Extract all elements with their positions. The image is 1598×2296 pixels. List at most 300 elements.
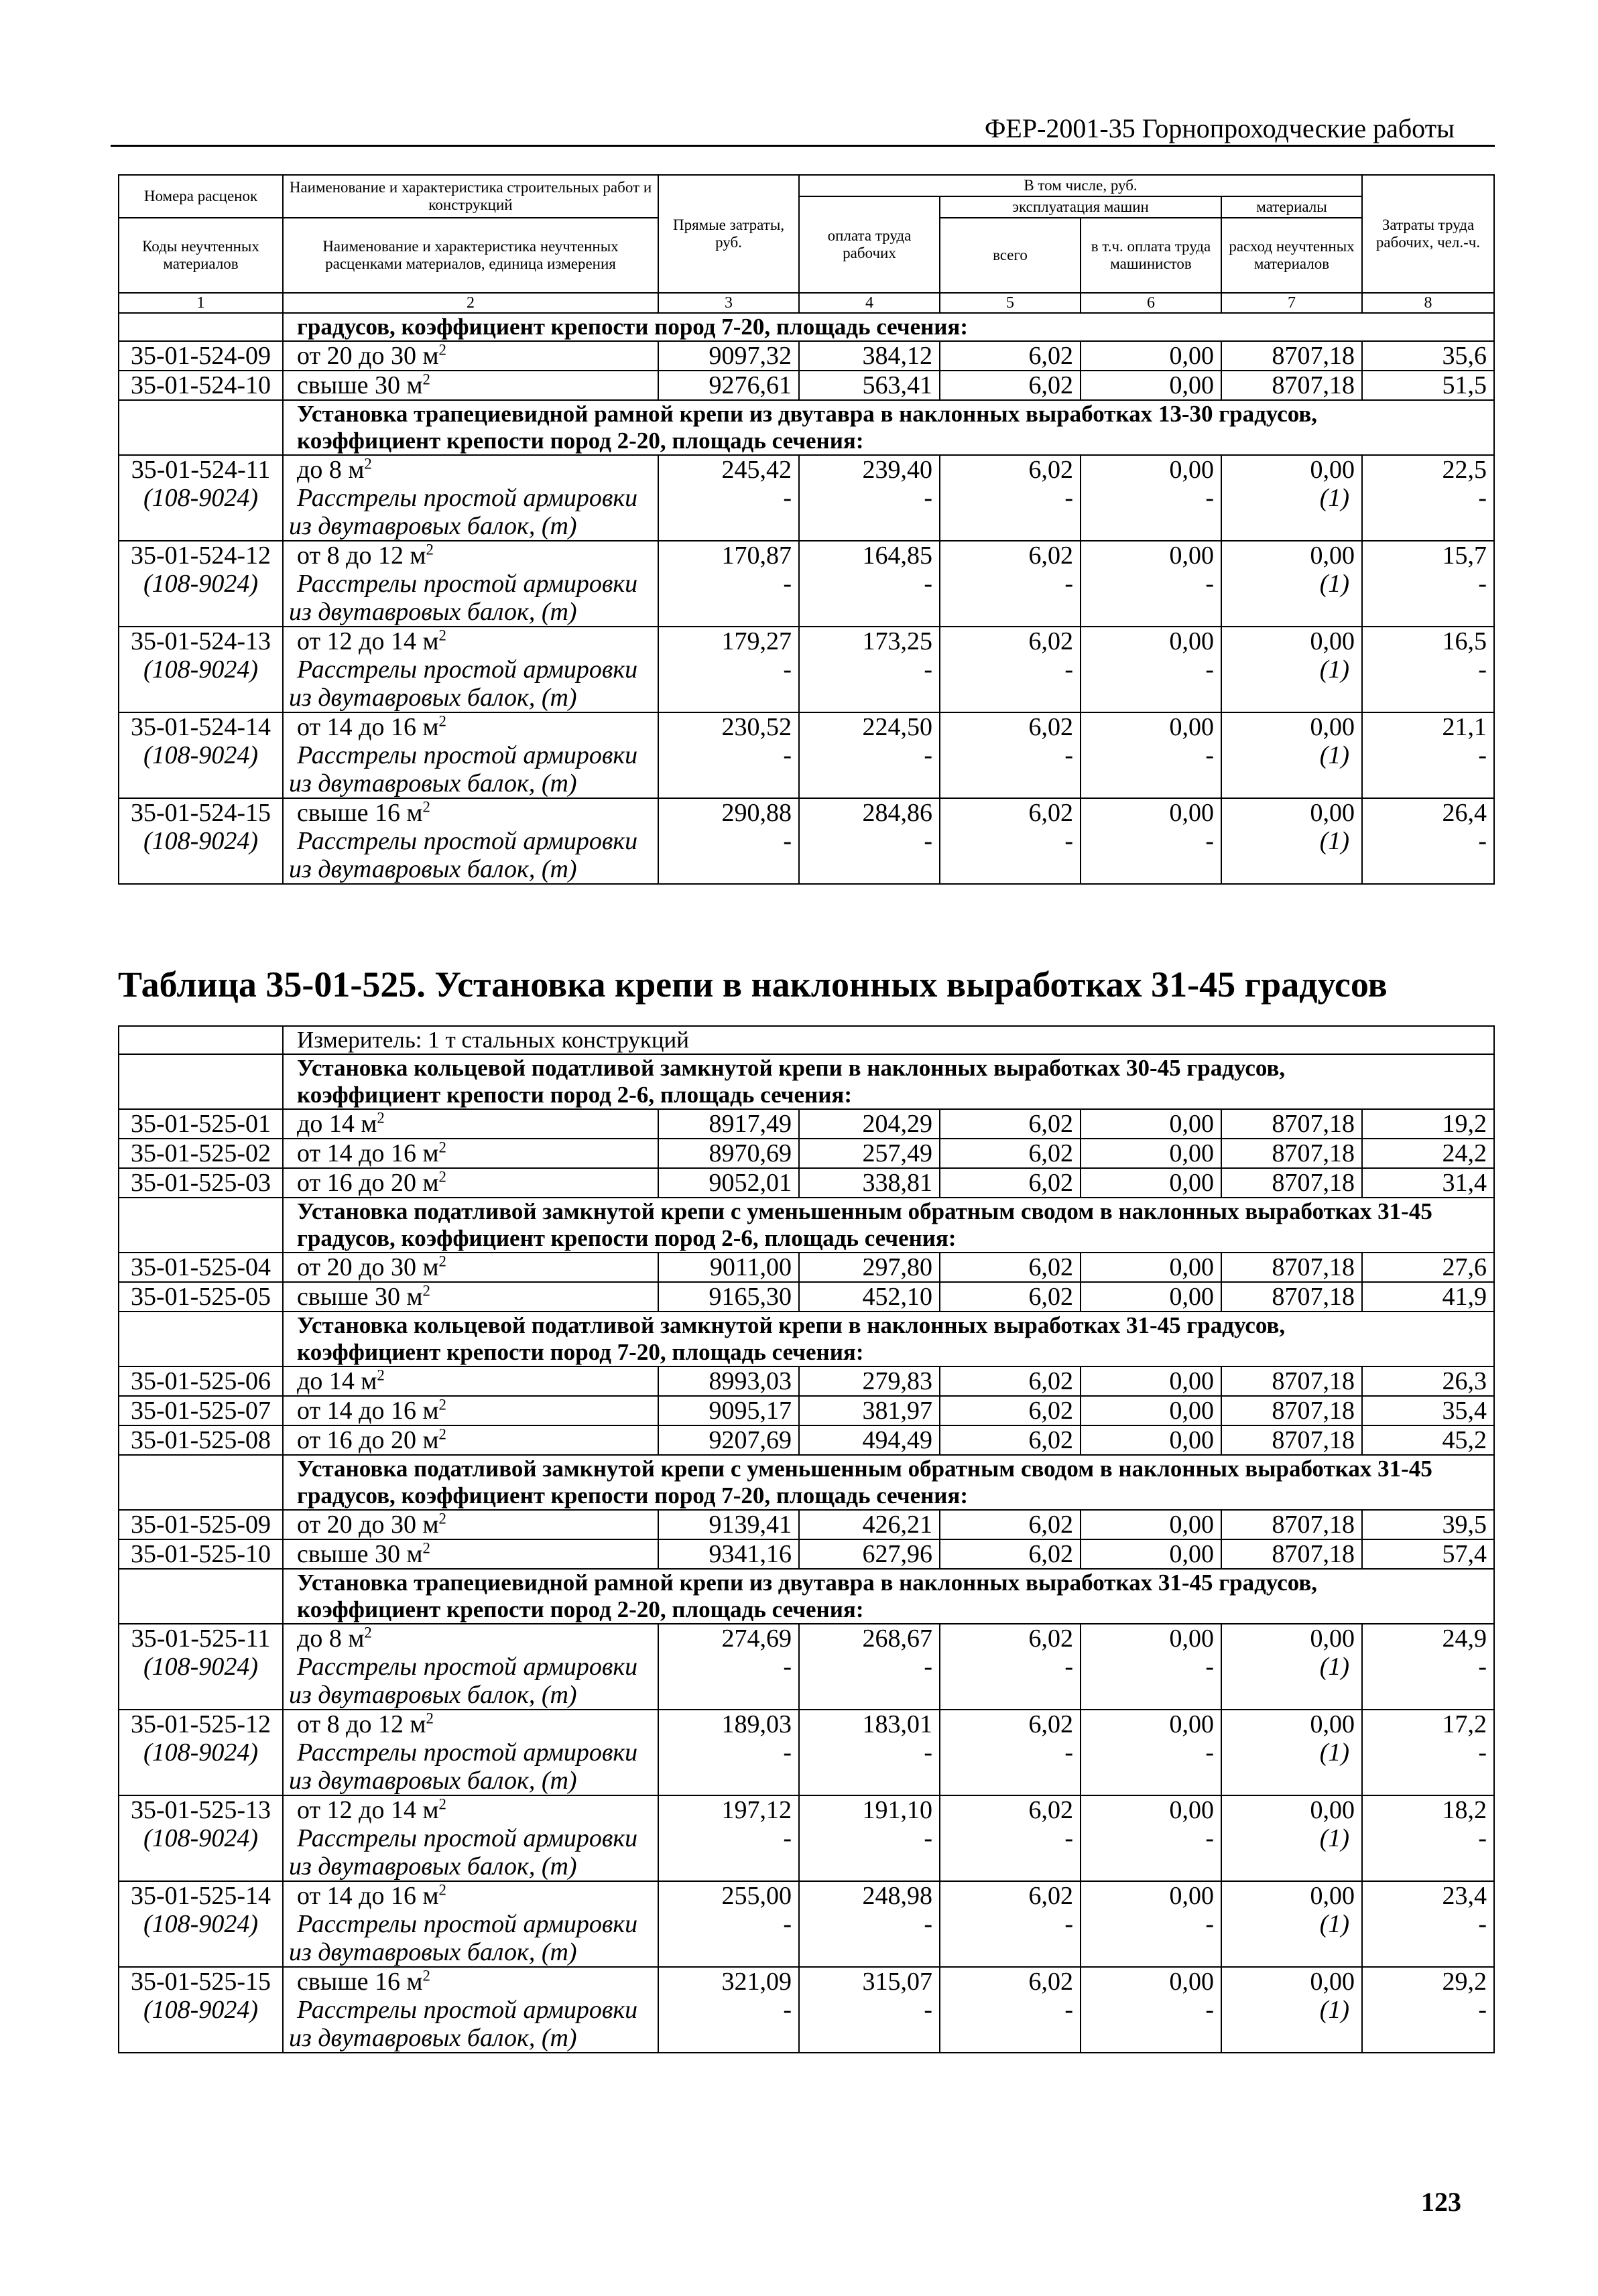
cell: - [1081, 1738, 1221, 1767]
cell: 0,00 [1221, 798, 1362, 827]
cell: 290,88 [658, 798, 799, 827]
cell: 268,67 [799, 1624, 940, 1653]
cell: 22,5 [1362, 455, 1494, 484]
rate-code: 35-01-525-05 [119, 1282, 283, 1312]
section-header [119, 1569, 1494, 1624]
cell: 6,02 [940, 1425, 1081, 1455]
section-header [119, 400, 1494, 455]
material-unit: из двутавровых балок, (т) [283, 684, 658, 712]
cell: 6,02 [940, 627, 1081, 655]
cell: - [940, 741, 1081, 769]
material-row [119, 484, 1494, 512]
table-row [119, 1710, 1494, 1738]
col-material-codes: Коды неучтенных материалов [119, 218, 283, 293]
cell: - [1362, 1738, 1494, 1767]
rate-name: от 14 до 16 $м^2$ [283, 712, 658, 741]
cell: 9139,41 [658, 1510, 799, 1539]
rate-name: от 14 до 16 $м^2$ [283, 1139, 658, 1168]
material-name: Расстрелы простой армировки [283, 484, 658, 512]
col-num: 7 [1221, 293, 1362, 313]
cell: 16,5 [1362, 627, 1494, 655]
material-row [119, 598, 1494, 627]
rate-name: до 8 $м^2$ [283, 1624, 658, 1653]
cell: - [658, 1910, 799, 1938]
section-title: Установка податливой замкнутой крепи с уменьшенным обратным сводом в наклонных выработках 31-45 градусов, коэффициент крепости пород 7-20, площадь сечения: [283, 1455, 1494, 1510]
cell: 9341,16 [658, 1539, 799, 1569]
rate-name: до 14 $м^2$ [283, 1109, 658, 1139]
cell: 45,2 [1362, 1425, 1494, 1455]
cell: 24,9 [1362, 1624, 1494, 1653]
cell: 0,00 [1221, 1881, 1362, 1910]
cell: 0,00 [1081, 1795, 1221, 1824]
cell: - [940, 570, 1081, 598]
cell: - [799, 1910, 940, 1938]
cell: 279,83 [799, 1366, 940, 1396]
cell: 6,02 [940, 1510, 1081, 1539]
cell: - [658, 1653, 799, 1681]
table-row [119, 1967, 1494, 1996]
cell: - [1362, 484, 1494, 512]
rate-code: 35-01-525-02 [119, 1139, 283, 1168]
material-code: (108-9024) [119, 1824, 283, 1852]
cell: - [940, 1996, 1081, 2024]
material-qty: (1) [1221, 1824, 1362, 1852]
rate-name: от 20 до 30 $м^2$ [283, 1253, 658, 1282]
cell: 8707,18 [1221, 1396, 1362, 1425]
rate-name: от 12 до 14 $м^2$ [283, 627, 658, 655]
material-row [119, 655, 1494, 684]
rate-code: 35-01-525-12 [119, 1710, 283, 1738]
cell: 51,5 [1362, 371, 1494, 400]
rate-code: 35-01-525-13 [119, 1795, 283, 1824]
section-header [119, 1455, 1494, 1510]
cell: 9097,32 [658, 341, 799, 371]
cell: - [1362, 741, 1494, 769]
cell: 0,00 [1081, 1139, 1221, 1168]
cell: 164,85 [799, 541, 940, 570]
material-code: (108-9024) [119, 655, 283, 684]
cell: 6,02 [940, 1396, 1081, 1425]
rate-code: 35-01-524-11 [119, 455, 283, 484]
cell: 183,01 [799, 1710, 940, 1738]
cell: 6,02 [940, 341, 1081, 371]
cell: 494,49 [799, 1425, 940, 1455]
cell: 0,00 [1081, 1881, 1221, 1910]
cell: - [1362, 1996, 1494, 2024]
cell: 0,00 [1081, 1366, 1221, 1396]
cell: 0,00 [1081, 1710, 1221, 1738]
material-name: Расстрелы простой армировки [283, 827, 658, 855]
cell: 381,97 [799, 1396, 940, 1425]
cell: - [1081, 570, 1221, 598]
cell: 6,02 [940, 371, 1081, 400]
material-row [119, 827, 1494, 855]
material-unit: из двутавровых балок, (т) [283, 855, 658, 884]
material-unit: из двутавровых балок, (т) [283, 769, 658, 798]
rate-name: от 14 до 16 $м^2$ [283, 1396, 658, 1425]
rate-code: 35-01-525-10 [119, 1539, 283, 1569]
table-row [119, 1139, 1494, 1168]
table-row [119, 341, 1494, 371]
col-material-consumption: расход неучтенных материалов [1221, 218, 1362, 293]
rate-name: от 20 до 30 $м^2$ [283, 341, 658, 371]
cell: - [1081, 741, 1221, 769]
cell: - [940, 1824, 1081, 1852]
cell: - [1081, 1996, 1221, 2024]
rate-code: 35-01-525-08 [119, 1425, 283, 1455]
cell: 9207,69 [658, 1425, 799, 1455]
cell: 0,00 [1081, 798, 1221, 827]
cell: 224,50 [799, 712, 940, 741]
column-numbers-row [119, 293, 1494, 313]
cell: - [940, 1653, 1081, 1681]
cell: 0,00 [1221, 627, 1362, 655]
cell: 248,98 [799, 1881, 940, 1910]
cell: 6,02 [940, 1539, 1081, 1569]
material-unit: из двутавровых балок, (т) [283, 2024, 658, 2053]
table-row [119, 1510, 1494, 1539]
cell: 257,49 [799, 1139, 940, 1168]
rate-code: 35-01-524-10 [119, 371, 283, 400]
cell: - [658, 1738, 799, 1767]
cell: - [799, 827, 940, 855]
cell: 8993,03 [658, 1366, 799, 1396]
section-header [119, 1054, 1494, 1109]
material-row [119, 1996, 1494, 2024]
material-qty: (1) [1221, 827, 1362, 855]
material-name: Расстрелы простой армировки [283, 1910, 658, 1938]
cell: 9276,61 [658, 371, 799, 400]
cell: 6,02 [940, 1710, 1081, 1738]
cell: 315,07 [799, 1967, 940, 1996]
material-name: Расстрелы простой армировки [283, 570, 658, 598]
rate-name: свыше 30 $м^2$ [283, 371, 658, 400]
cell: 0,00 [1221, 1967, 1362, 1996]
material-row [119, 684, 1494, 712]
cell: 338,81 [799, 1168, 940, 1198]
material-qty: (1) [1221, 570, 1362, 598]
cell: - [658, 1824, 799, 1852]
cell: - [799, 741, 940, 769]
material-unit: из двутавровых балок, (т) [283, 1767, 658, 1795]
table-row [119, 371, 1494, 400]
col-num: 3 [658, 293, 799, 313]
rate-code: 35-01-525-04 [119, 1253, 283, 1282]
cell: - [1362, 570, 1494, 598]
cell: 6,02 [940, 1109, 1081, 1139]
material-qty: (1) [1221, 1996, 1362, 2024]
material-qty: (1) [1221, 741, 1362, 769]
cell: 0,00 [1081, 371, 1221, 400]
rate-name: до 8 $м^2$ [283, 455, 658, 484]
cell: - [1362, 827, 1494, 855]
cell: 0,00 [1081, 1967, 1221, 1996]
table-row [119, 541, 1494, 570]
cell: - [1081, 484, 1221, 512]
cell: 0,00 [1081, 341, 1221, 371]
material-name: Расстрелы простой армировки [283, 1653, 658, 1681]
material-unit: из двутавровых балок, (т) [283, 1938, 658, 1967]
trapezoid-rows-524 [119, 455, 1494, 884]
cell: - [940, 484, 1081, 512]
cell: 173,25 [799, 627, 940, 655]
cell: - [1362, 655, 1494, 684]
cell: - [940, 1910, 1081, 1938]
material-qty: (1) [1221, 484, 1362, 512]
col-rate-numbers: Номера расценок [119, 175, 283, 218]
rate-name: от 20 до 30 $м^2$ [283, 1510, 658, 1539]
cell: - [1362, 1653, 1494, 1681]
material-row [119, 741, 1494, 769]
cell: 230,52 [658, 712, 799, 741]
rate-code: 35-01-525-03 [119, 1168, 283, 1198]
material-code: (108-9024) [119, 484, 283, 512]
rate-name: до 14 $м^2$ [283, 1366, 658, 1396]
material-row [119, 1738, 1494, 1767]
cell: - [658, 1996, 799, 2024]
table-row [119, 1253, 1494, 1282]
material-row [119, 769, 1494, 798]
cell: 6,02 [940, 1881, 1081, 1910]
rate-code: 35-01-525-11 [119, 1624, 283, 1653]
rate-name: свыше 30 $м^2$ [283, 1539, 658, 1569]
table-row [119, 1881, 1494, 1910]
cell: 6,02 [940, 1282, 1081, 1312]
table-525-body [119, 1054, 1494, 2053]
cell: 8707,18 [1221, 1366, 1362, 1396]
rate-code: 35-01-524-12 [119, 541, 283, 570]
cell: 0,00 [1081, 455, 1221, 484]
cell: - [940, 1738, 1081, 1767]
col-machines: эксплуатация машин [940, 196, 1221, 218]
table-row [119, 1425, 1494, 1455]
col-direct-costs: Прямые затраты, руб. [658, 175, 799, 293]
cell: 8970,69 [658, 1139, 799, 1168]
cell: - [658, 570, 799, 598]
col-operator-pay: в т.ч. оплата труда машинистов [1081, 218, 1221, 293]
col-machines-total: всего [940, 218, 1081, 293]
cell: 8707,18 [1221, 1425, 1362, 1455]
material-name: Расстрелы простой армировки [283, 1996, 658, 2024]
cell: 0,00 [1081, 1539, 1221, 1569]
cell: 26,4 [1362, 798, 1494, 827]
section-title: Установка податливой замкнутой крепи с уменьшенным обратным сводом в наклонных выработках 31-45 градусов, коэффициент крепости пород 2-6, площадь сечения: [283, 1198, 1494, 1253]
col-num: 8 [1362, 293, 1494, 313]
material-code: (108-9024) [119, 570, 283, 598]
cell: 9095,17 [658, 1396, 799, 1425]
table-row [119, 1109, 1494, 1139]
cell: 6,02 [940, 1366, 1081, 1396]
cell: 6,02 [940, 712, 1081, 741]
cell: 21,1 [1362, 712, 1494, 741]
table-row [119, 798, 1494, 827]
cell: 0,00 [1221, 1624, 1362, 1653]
table-title: Таблица 35-01-525. Установка крепи в наклонных выработках 31-45 градусов [118, 964, 1388, 1005]
cell: - [799, 1653, 940, 1681]
rate-code: 35-01-524-09 [119, 341, 283, 371]
section-header [119, 1312, 1494, 1366]
section-title: Установка кольцевой податливой замкнутой крепи в наклонных выработках 30-45 градусов, коэффициент крепости пород 2-6, площадь сечения: [283, 1054, 1494, 1109]
col-worker-pay: оплата труда рабочих [799, 196, 940, 293]
cell: - [940, 655, 1081, 684]
rate-name: от 8 до 12 $м^2$ [283, 541, 658, 570]
cell: - [799, 484, 940, 512]
cell: 8707,18 [1221, 1109, 1362, 1139]
cell: 8707,18 [1221, 1539, 1362, 1569]
table-row [119, 455, 1494, 484]
rate-name: свыше 16 $м^2$ [283, 1967, 658, 1996]
col-num: 2 [283, 293, 658, 313]
table-row [119, 1795, 1494, 1824]
cell: - [658, 655, 799, 684]
cell: 0,00 [1081, 1168, 1221, 1198]
rate-code: 35-01-525-01 [119, 1109, 283, 1139]
table-row [119, 712, 1494, 741]
cell: 452,10 [799, 1282, 940, 1312]
cell: 39,5 [1362, 1510, 1494, 1539]
cell: 9165,30 [658, 1282, 799, 1312]
cell: 0,00 [1081, 1253, 1221, 1282]
material-row [119, 855, 1494, 884]
cell: 8917,49 [658, 1109, 799, 1139]
cell: 384,12 [799, 341, 940, 371]
cell: 189,03 [658, 1710, 799, 1738]
cell: 6,02 [940, 541, 1081, 570]
cell: - [1081, 827, 1221, 855]
cell: 245,42 [658, 455, 799, 484]
cell: 6,02 [940, 1624, 1081, 1653]
section-title: Установка трапециевидной рамной крепи из двутавра в наклонных выработках 31-45 градусов, коэффициент крепости пород 2-20, площадь сечения: [283, 1569, 1494, 1624]
rates-table-524 [118, 174, 1495, 885]
cell: 191,10 [799, 1795, 940, 1824]
cell: 8707,18 [1221, 1282, 1362, 1312]
cell: 9052,01 [658, 1168, 799, 1198]
col-including: В том числе, руб. [799, 175, 1362, 196]
cell: - [1081, 1910, 1221, 1938]
cell: 8707,18 [1221, 341, 1362, 371]
rate-code: 35-01-524-15 [119, 798, 283, 827]
table-header [119, 175, 1494, 313]
cell: 8707,18 [1221, 1510, 1362, 1539]
cell: - [940, 827, 1081, 855]
table-row [119, 627, 1494, 655]
material-code: (108-9024) [119, 741, 283, 769]
cell: 29,2 [1362, 1967, 1494, 1996]
cell: 563,41 [799, 371, 940, 400]
cell: 17,2 [1362, 1710, 1494, 1738]
material-name: Расстрелы простой армировки [283, 741, 658, 769]
material-code: (108-9024) [119, 827, 283, 855]
section-title: градусов, коэффициент крепости пород 7-20, площадь сечения: [283, 313, 1494, 341]
cell: 0,00 [1221, 455, 1362, 484]
cell: 15,7 [1362, 541, 1494, 570]
section-header [119, 313, 1494, 341]
page-number: 123 [1421, 2187, 1461, 2217]
cell: 179,27 [658, 627, 799, 655]
rate-code: 35-01-525-07 [119, 1396, 283, 1425]
rate-code: 35-01-524-14 [119, 712, 283, 741]
table-row [119, 1624, 1494, 1653]
rate-code: 35-01-525-09 [119, 1510, 283, 1539]
cell: 0,00 [1081, 1396, 1221, 1425]
material-code: (108-9024) [119, 1996, 283, 2024]
cell: - [799, 655, 940, 684]
cell: 255,00 [658, 1881, 799, 1910]
col-num: 1 [119, 293, 283, 313]
rate-code: 35-01-524-13 [119, 627, 283, 655]
cell: 26,3 [1362, 1366, 1494, 1396]
cell: 0,00 [1221, 541, 1362, 570]
table-row [119, 1396, 1494, 1425]
material-row [119, 1938, 1494, 1967]
cell: 8707,18 [1221, 1253, 1362, 1282]
table-row [119, 1282, 1494, 1312]
cell: 35,4 [1362, 1396, 1494, 1425]
material-qty: (1) [1221, 1910, 1362, 1938]
col-num: 6 [1081, 293, 1221, 313]
section-title: Установка трапециевидной рамной крепи из двутавра в наклонных выработках 13-30 градусов, коэффициент крепости пород 2-20, площадь сечения: [283, 400, 1494, 455]
material-unit: из двутавровых балок, (т) [283, 598, 658, 627]
cell: 18,2 [1362, 1795, 1494, 1824]
cell: 31,4 [1362, 1168, 1494, 1198]
rate-code: 35-01-525-14 [119, 1881, 283, 1910]
material-code: (108-9024) [119, 1653, 283, 1681]
material-qty: (1) [1221, 655, 1362, 684]
cell: 6,02 [940, 1795, 1081, 1824]
cell: - [1362, 1824, 1494, 1852]
cell: 197,12 [658, 1795, 799, 1824]
material-code: (108-9024) [119, 1910, 283, 1938]
measure-row [119, 1026, 1494, 1054]
cell: 239,40 [799, 455, 940, 484]
rates-table-525 [118, 1025, 1495, 2053]
col-materials: материалы [1221, 196, 1362, 218]
cell: - [1081, 655, 1221, 684]
rate-name: от 12 до 14 $м^2$ [283, 1795, 658, 1824]
col-num: 4 [799, 293, 940, 313]
material-name: Расстрелы простой армировки [283, 1738, 658, 1767]
cell: 23,4 [1362, 1881, 1494, 1910]
cell: 170,87 [658, 541, 799, 570]
material-row [119, 1767, 1494, 1795]
material-row [119, 512, 1494, 541]
cell: 297,80 [799, 1253, 940, 1282]
cell: 321,09 [658, 1967, 799, 1996]
col-work-name: Наименование и характеристика строительных работ и конструкций [283, 175, 658, 218]
material-row [119, 1653, 1494, 1681]
material-row [119, 1852, 1494, 1881]
material-row [119, 1681, 1494, 1710]
cell: 204,29 [799, 1109, 940, 1139]
cell: 284,86 [799, 798, 940, 827]
cell: 6,02 [940, 1967, 1081, 1996]
cell: 627,96 [799, 1539, 940, 1569]
cell: 9011,00 [658, 1253, 799, 1282]
cell: 57,4 [1362, 1539, 1494, 1569]
table-row [119, 1168, 1494, 1198]
section-title: Установка кольцевой податливой замкнутой крепи в наклонных выработках 31-45 градусов, коэффициент крепости пород 7-20, площадь сечения: [283, 1312, 1494, 1366]
cell: 6,02 [940, 1139, 1081, 1168]
cell: 6,02 [940, 1168, 1081, 1198]
cell: 41,9 [1362, 1282, 1494, 1312]
col-material-name: Наименование и характеристика неучтенных расценками материалов, единица измерения [283, 218, 658, 293]
section-header [119, 1198, 1494, 1253]
rate-code: 35-01-525-06 [119, 1366, 283, 1396]
cell: 0,00 [1081, 627, 1221, 655]
material-name: Расстрелы простой армировки [283, 1824, 658, 1852]
cell: - [799, 1738, 940, 1767]
rate-name: от 16 до 20 $м^2$ [283, 1425, 658, 1455]
